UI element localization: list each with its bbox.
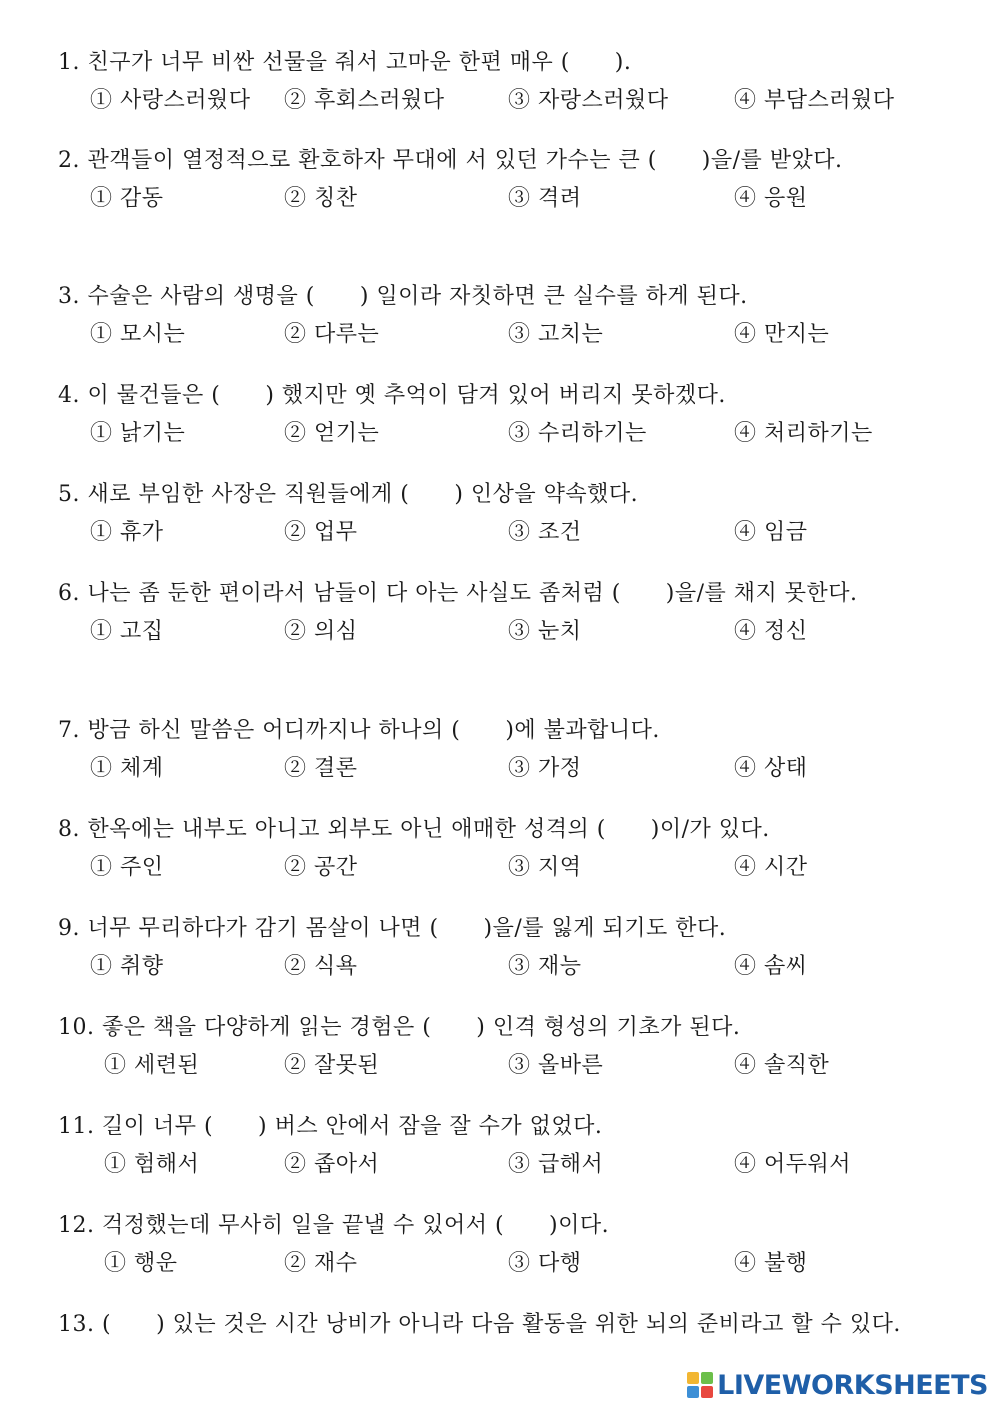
question-stem: 10. 좋은 책을 다양하게 읽는 경험은 ( ) 인격 형성의 기초가 된다. [58, 1015, 741, 1040]
option-1[interactable]: ① 고집 [90, 619, 164, 644]
liveworksheets-logo-icon [687, 1372, 713, 1398]
option-1[interactable]: ① 세련된 [104, 1053, 200, 1078]
question-stem: 4. 이 물건들은 ( ) 했지만 옛 추억이 담겨 있어 버리지 못하겠다. [58, 383, 726, 408]
answer-options [58, 316, 938, 354]
question-stem: 6. 나는 좀 둔한 편이라서 남들이 다 아는 사실도 좀처럼 ( )을/를 채지 못한다. [58, 581, 858, 606]
question-11 [58, 1108, 938, 1184]
question-1 [58, 44, 938, 120]
question-9 [58, 910, 938, 986]
option-1[interactable]: ① 체계 [90, 756, 164, 781]
option-4[interactable]: ④ 솔직한 [734, 1053, 830, 1078]
question-5 [58, 476, 938, 552]
liveworksheets-watermark [687, 1370, 988, 1400]
answer-options [58, 750, 938, 788]
question-3 [58, 278, 938, 354]
option-2[interactable]: ② 잘못된 [284, 1053, 380, 1078]
option-3[interactable]: ③ 자랑스러웠다 [508, 88, 669, 113]
option-2[interactable]: ② 결론 [284, 756, 358, 781]
answer-options [58, 849, 938, 887]
answer-options [58, 514, 938, 552]
option-2[interactable]: ② 의심 [284, 619, 358, 644]
option-1[interactable]: ① 취향 [90, 954, 164, 979]
option-4[interactable]: ④ 처리하기는 [734, 421, 873, 446]
answer-options [58, 1047, 938, 1085]
answer-options [58, 82, 938, 120]
question-stem: 3. 수술은 사람의 생명을 ( ) 일이라 자칫하면 큰 실수를 하게 된다. [58, 284, 748, 309]
answer-options [58, 1245, 938, 1283]
question-8 [58, 811, 938, 887]
question-stem: 5. 새로 부임한 사장은 직원들에게 ( ) 인상을 약속했다. [58, 482, 639, 507]
option-4[interactable]: ④ 시간 [734, 855, 808, 880]
option-1[interactable]: ① 행운 [104, 1251, 178, 1276]
question-stem: 2. 관객들이 열정적으로 환호하자 무대에 서 있던 가수는 큰 ( )을/를 받았다. [58, 148, 843, 173]
option-3[interactable]: ③ 급해서 [508, 1152, 604, 1177]
option-3[interactable]: ③ 수리하기는 [508, 421, 647, 446]
option-4[interactable]: ④ 상태 [734, 756, 808, 781]
option-3[interactable]: ③ 올바른 [508, 1053, 604, 1078]
option-2[interactable]: ② 공간 [284, 855, 358, 880]
option-2[interactable]: ② 식욕 [284, 954, 358, 979]
answer-options [58, 180, 938, 218]
option-1[interactable]: ① 주인 [90, 855, 164, 880]
answer-options [58, 415, 938, 453]
question-stem: 8. 한옥에는 내부도 아니고 외부도 아닌 애매한 성격의 ( )이/가 있다. [58, 817, 770, 842]
question-stem: 13. ( ) 있는 것은 시간 낭비가 아니라 다음 활동을 위한 뇌의 준비라고 할 수 있다. [58, 1312, 901, 1337]
brand-name: LIVEWORKSHEETS [717, 1369, 988, 1401]
option-3[interactable]: ③ 재능 [508, 954, 582, 979]
option-1[interactable]: ① 휴가 [90, 520, 164, 545]
question-10 [58, 1009, 938, 1085]
option-2[interactable]: ② 다루는 [284, 322, 380, 347]
option-3[interactable]: ③ 다행 [508, 1251, 582, 1276]
answer-options [58, 948, 938, 986]
option-4[interactable]: ④ 솜씨 [734, 954, 808, 979]
question-stem: 12. 걱정했는데 무사히 일을 끝낼 수 있어서 ( )이다. [58, 1213, 610, 1238]
option-1[interactable]: ① 낡기는 [90, 421, 186, 446]
option-3[interactable]: ③ 눈치 [508, 619, 582, 644]
option-2[interactable]: ② 얻기는 [284, 421, 380, 446]
option-2[interactable]: ② 후회스러웠다 [284, 88, 445, 113]
option-1[interactable]: ① 감동 [90, 186, 164, 211]
question-6 [58, 575, 938, 651]
option-1[interactable]: ① 모시는 [90, 322, 186, 347]
question-4 [58, 377, 938, 453]
question-stem: 1. 친구가 너무 비싼 선물을 줘서 고마운 한편 매우 ( ). [58, 50, 632, 75]
option-1[interactable]: ① 사랑스러웠다 [90, 88, 251, 113]
answer-options [58, 1146, 938, 1184]
option-2[interactable]: ② 좁아서 [284, 1152, 380, 1177]
option-2[interactable]: ② 칭찬 [284, 186, 358, 211]
option-3[interactable]: ③ 조건 [508, 520, 582, 545]
option-2[interactable]: ② 업무 [284, 520, 358, 545]
option-4[interactable]: ④ 부담스러웠다 [734, 88, 895, 113]
question-12 [58, 1207, 938, 1283]
option-4[interactable]: ④ 응원 [734, 186, 808, 211]
question-2 [58, 142, 938, 218]
option-4[interactable]: ④ 불행 [734, 1251, 808, 1276]
option-3[interactable]: ③ 가정 [508, 756, 582, 781]
option-3[interactable]: ③ 고치는 [508, 322, 604, 347]
question-stem: 9. 너무 무리하다가 감기 몸살이 나면 ( )을/를 잃게 되기도 한다. [58, 916, 727, 941]
option-1[interactable]: ① 험해서 [104, 1152, 200, 1177]
question-13 [58, 1306, 938, 1344]
option-4[interactable]: ④ 만지는 [734, 322, 830, 347]
question-stem: 7. 방금 하신 말씀은 어디까지나 하나의 ( )에 불과합니다. [58, 718, 660, 743]
option-4[interactable]: ④ 정신 [734, 619, 808, 644]
option-2[interactable]: ② 재수 [284, 1251, 358, 1276]
question-7 [58, 712, 938, 788]
option-4[interactable]: ④ 어두워서 [734, 1152, 852, 1177]
question-stem: 11. 길이 너무 ( ) 버스 안에서 잠을 잘 수가 없었다. [58, 1114, 603, 1139]
option-4[interactable]: ④ 임금 [734, 520, 808, 545]
option-3[interactable]: ③ 지역 [508, 855, 582, 880]
option-3[interactable]: ③ 격려 [508, 186, 582, 211]
answer-options [58, 613, 938, 651]
